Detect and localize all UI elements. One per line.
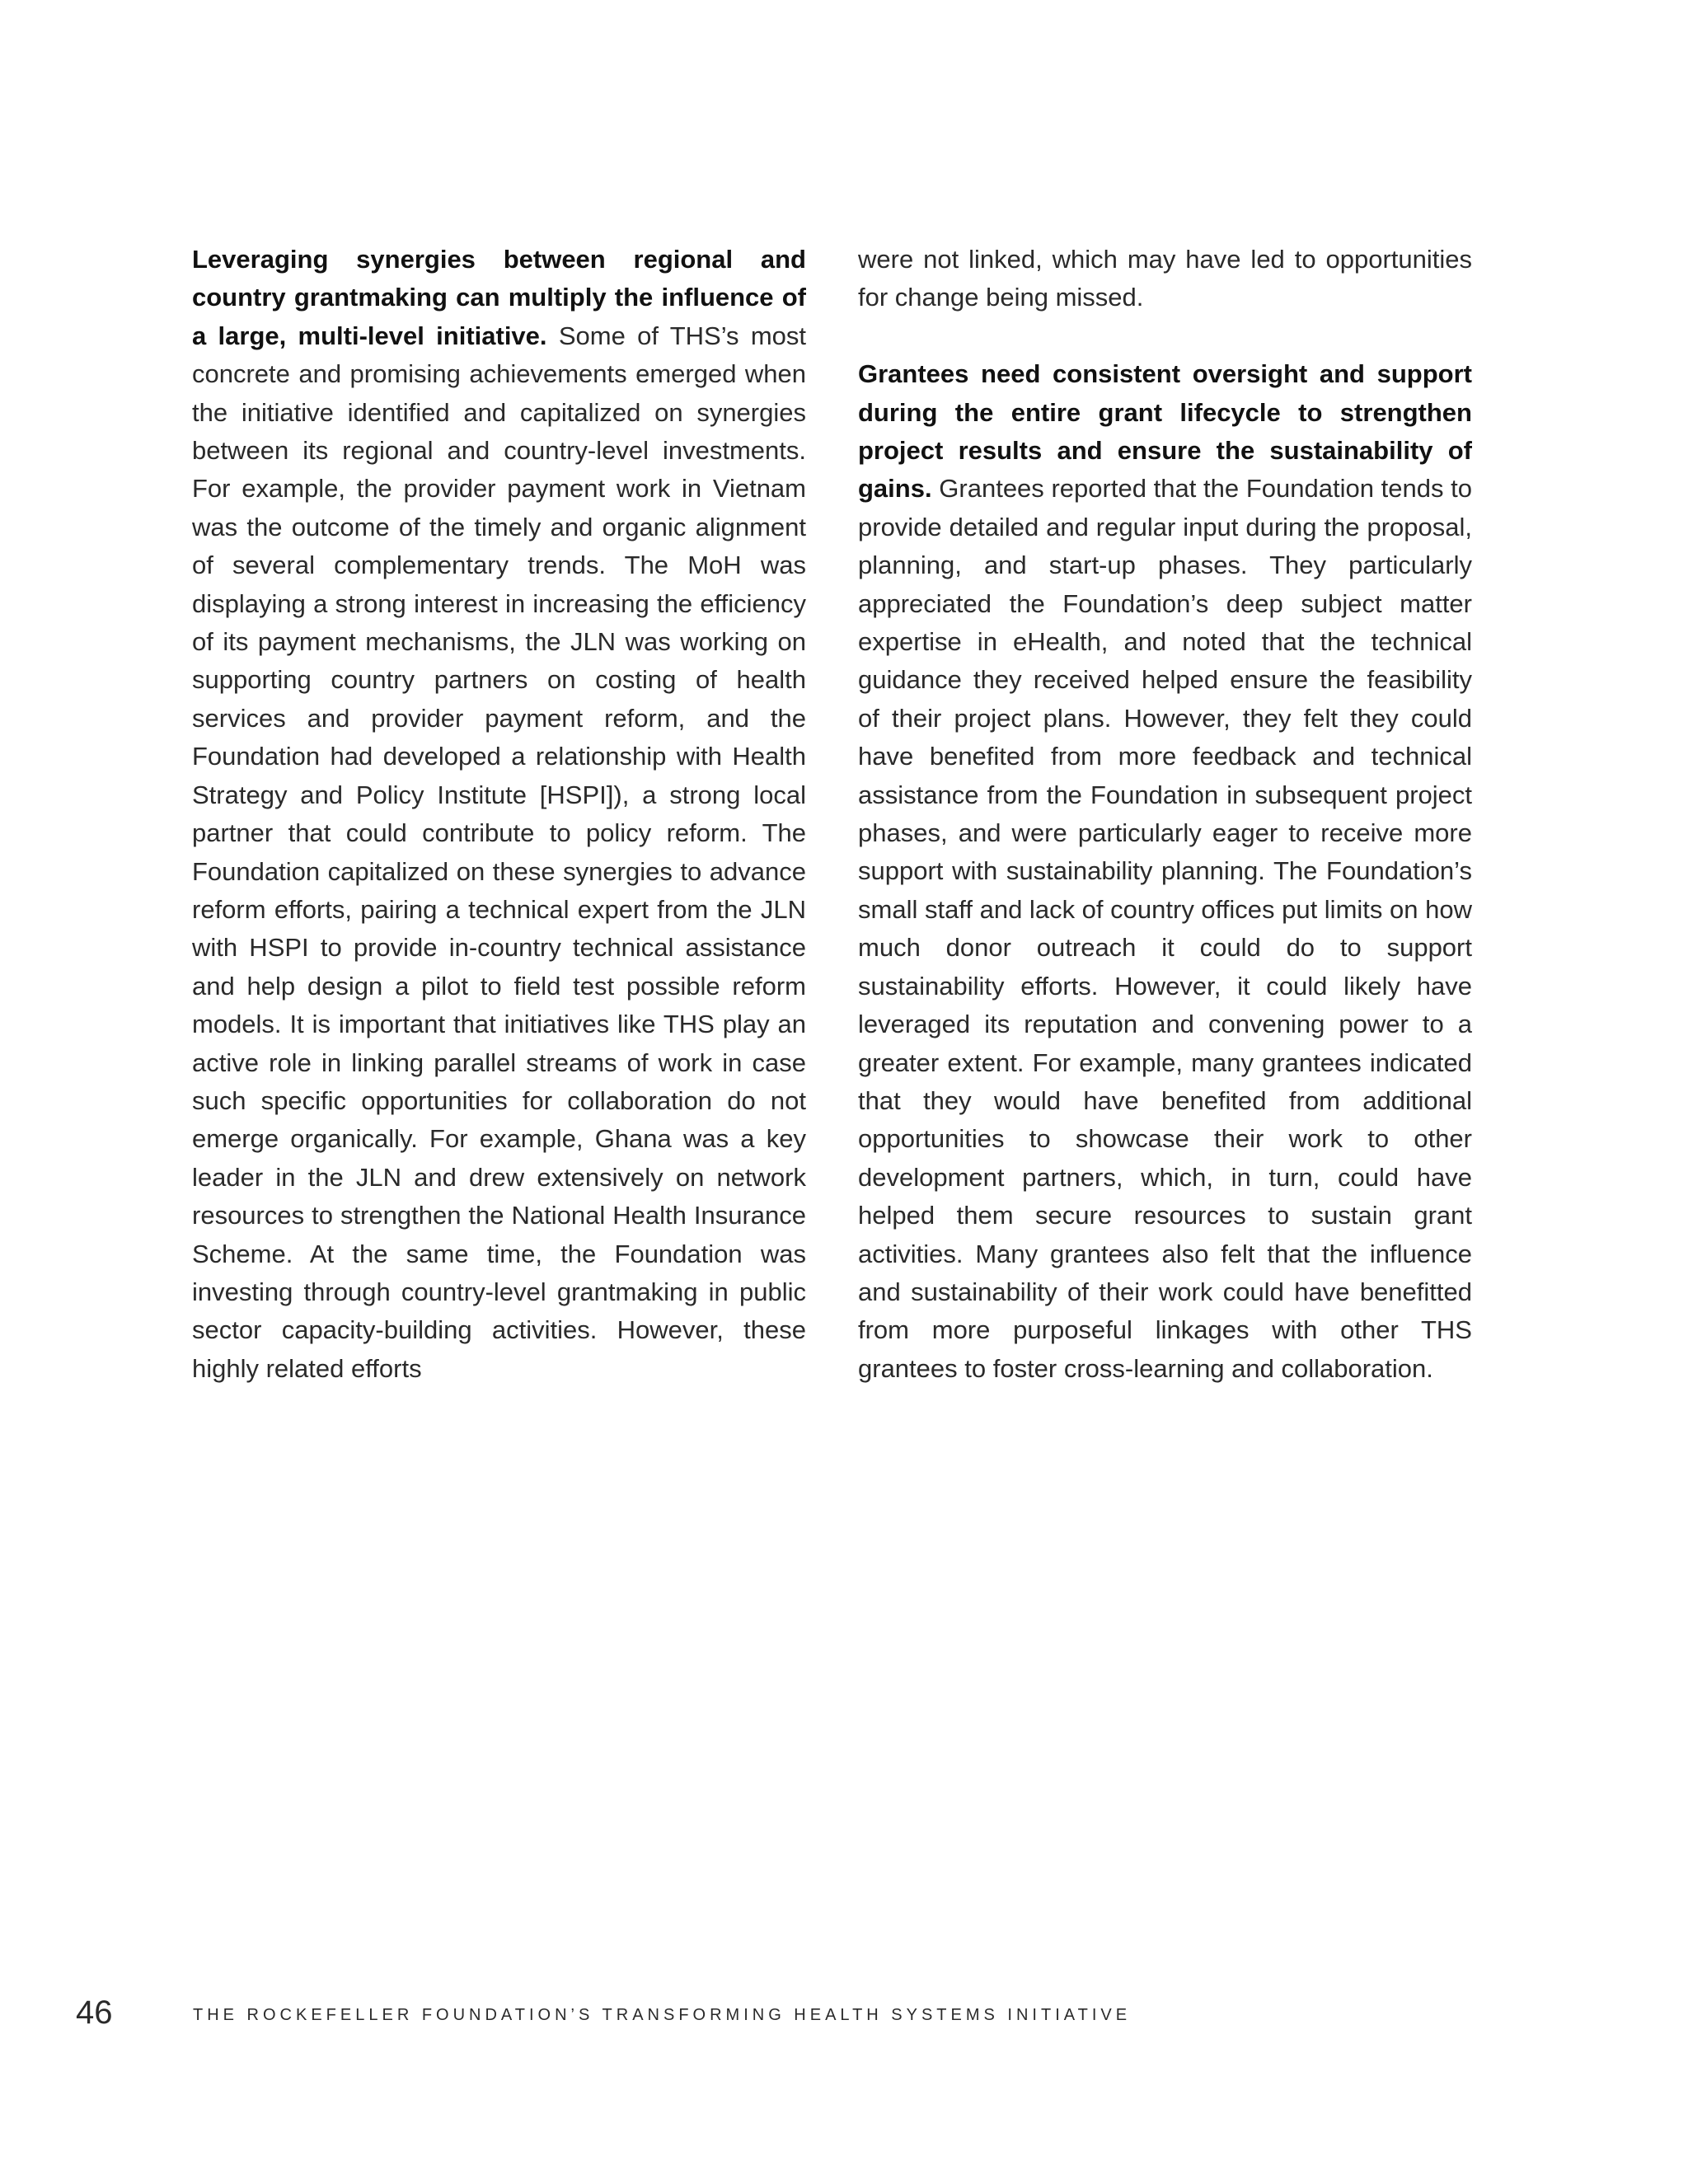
running-footer-title: THE ROCKEFELLER FOUNDATION’S TRANSFORMING HEALTH SYSTEMS INITIATIVE [193,2006,1132,2024]
paragraph-continuation [858,241,1472,317]
page-number: 46 [76,1994,113,2031]
paragraph-body: were not linked, which may have led to opportunities for change being missed. [858,245,1472,312]
right-column [858,241,1472,1388]
paragraph-body: Some of THS’s most concrete and promising achievements emerged when the initiative identified and capitalized on synergies between its regional and country-level investments. For example, the provider payment work in Vietnam was the outcome of the timely and organic alignment of several complementary trends. The MoH was displaying a strong interest in increasing the efficiency of its payment mechanisms, the JLN was working on supporting country partners on costing of health services and provider payment reform, and the Foundation had developed a relationship with Health Strategy and Policy Institute [HSPI]), a strong local partner that could contribute to policy reform. The Foundation capitalized on these synergies to advance reform efforts, pairing a technical expert from the JLN with HSPI to provide in-country technical assistance and help design a pilot to field test possible reform models. It is important that initiatives like THS play an active role in linking parallel streams of work in case such specific opportunities for collaboration do not emerge organically. For example, Ghana was a key leader in the JLN and drew extensively on network resources to strengthen the National Health Insurance Scheme. At the same time, the Foundation was investing through country-level grantmaking in public sector capacity-building activities. However, these highly related efforts [192,321,806,1383]
left-column [192,241,806,1388]
paragraph-lead-heading: Grantees need consistent oversight and support during the entire grant lifecycle to strengthen project results and ensure the sustainability of gains. [858,359,1472,504]
paragraph-synergies [192,241,806,1388]
paragraph-lead-heading: Leveraging synergies between regional and country grantmaking can multiply the influence of a large, multi-level initiative. [192,245,806,350]
paragraph-grantee-support [858,355,1472,1388]
paragraph-body: Grantees reported that the Foundation tends to provide detailed and regular input during the proposal, planning, and start-up phases. They particularly appreciated the Foundation’s deep subject matter expertise in eHealth, and noted that the technical guidance they received helped ensure the feasibility of their project plans. However, they felt they could have benefited from more feedback and technical assistance from the Foundation in subsequent project phases, and were particularly eager to receive more support with sustainability planning. The Foundation’s small staff and lack of country offices put limits on how much donor outreach it could do to support sustainability efforts. However, it could likely have leveraged its reputation and convening power to a greater extent. For example, many grantees indicated that they would have benefited from additional opportunities to showcase their work to other development partners, which, in turn, could have helped them secure resources to sustain grant activities. Many grantees also felt that the influence and sustainability of their work could have benefitted from more purposeful linkages with other THS grantees to foster cross-learning and collaboration. [858,474,1472,1383]
